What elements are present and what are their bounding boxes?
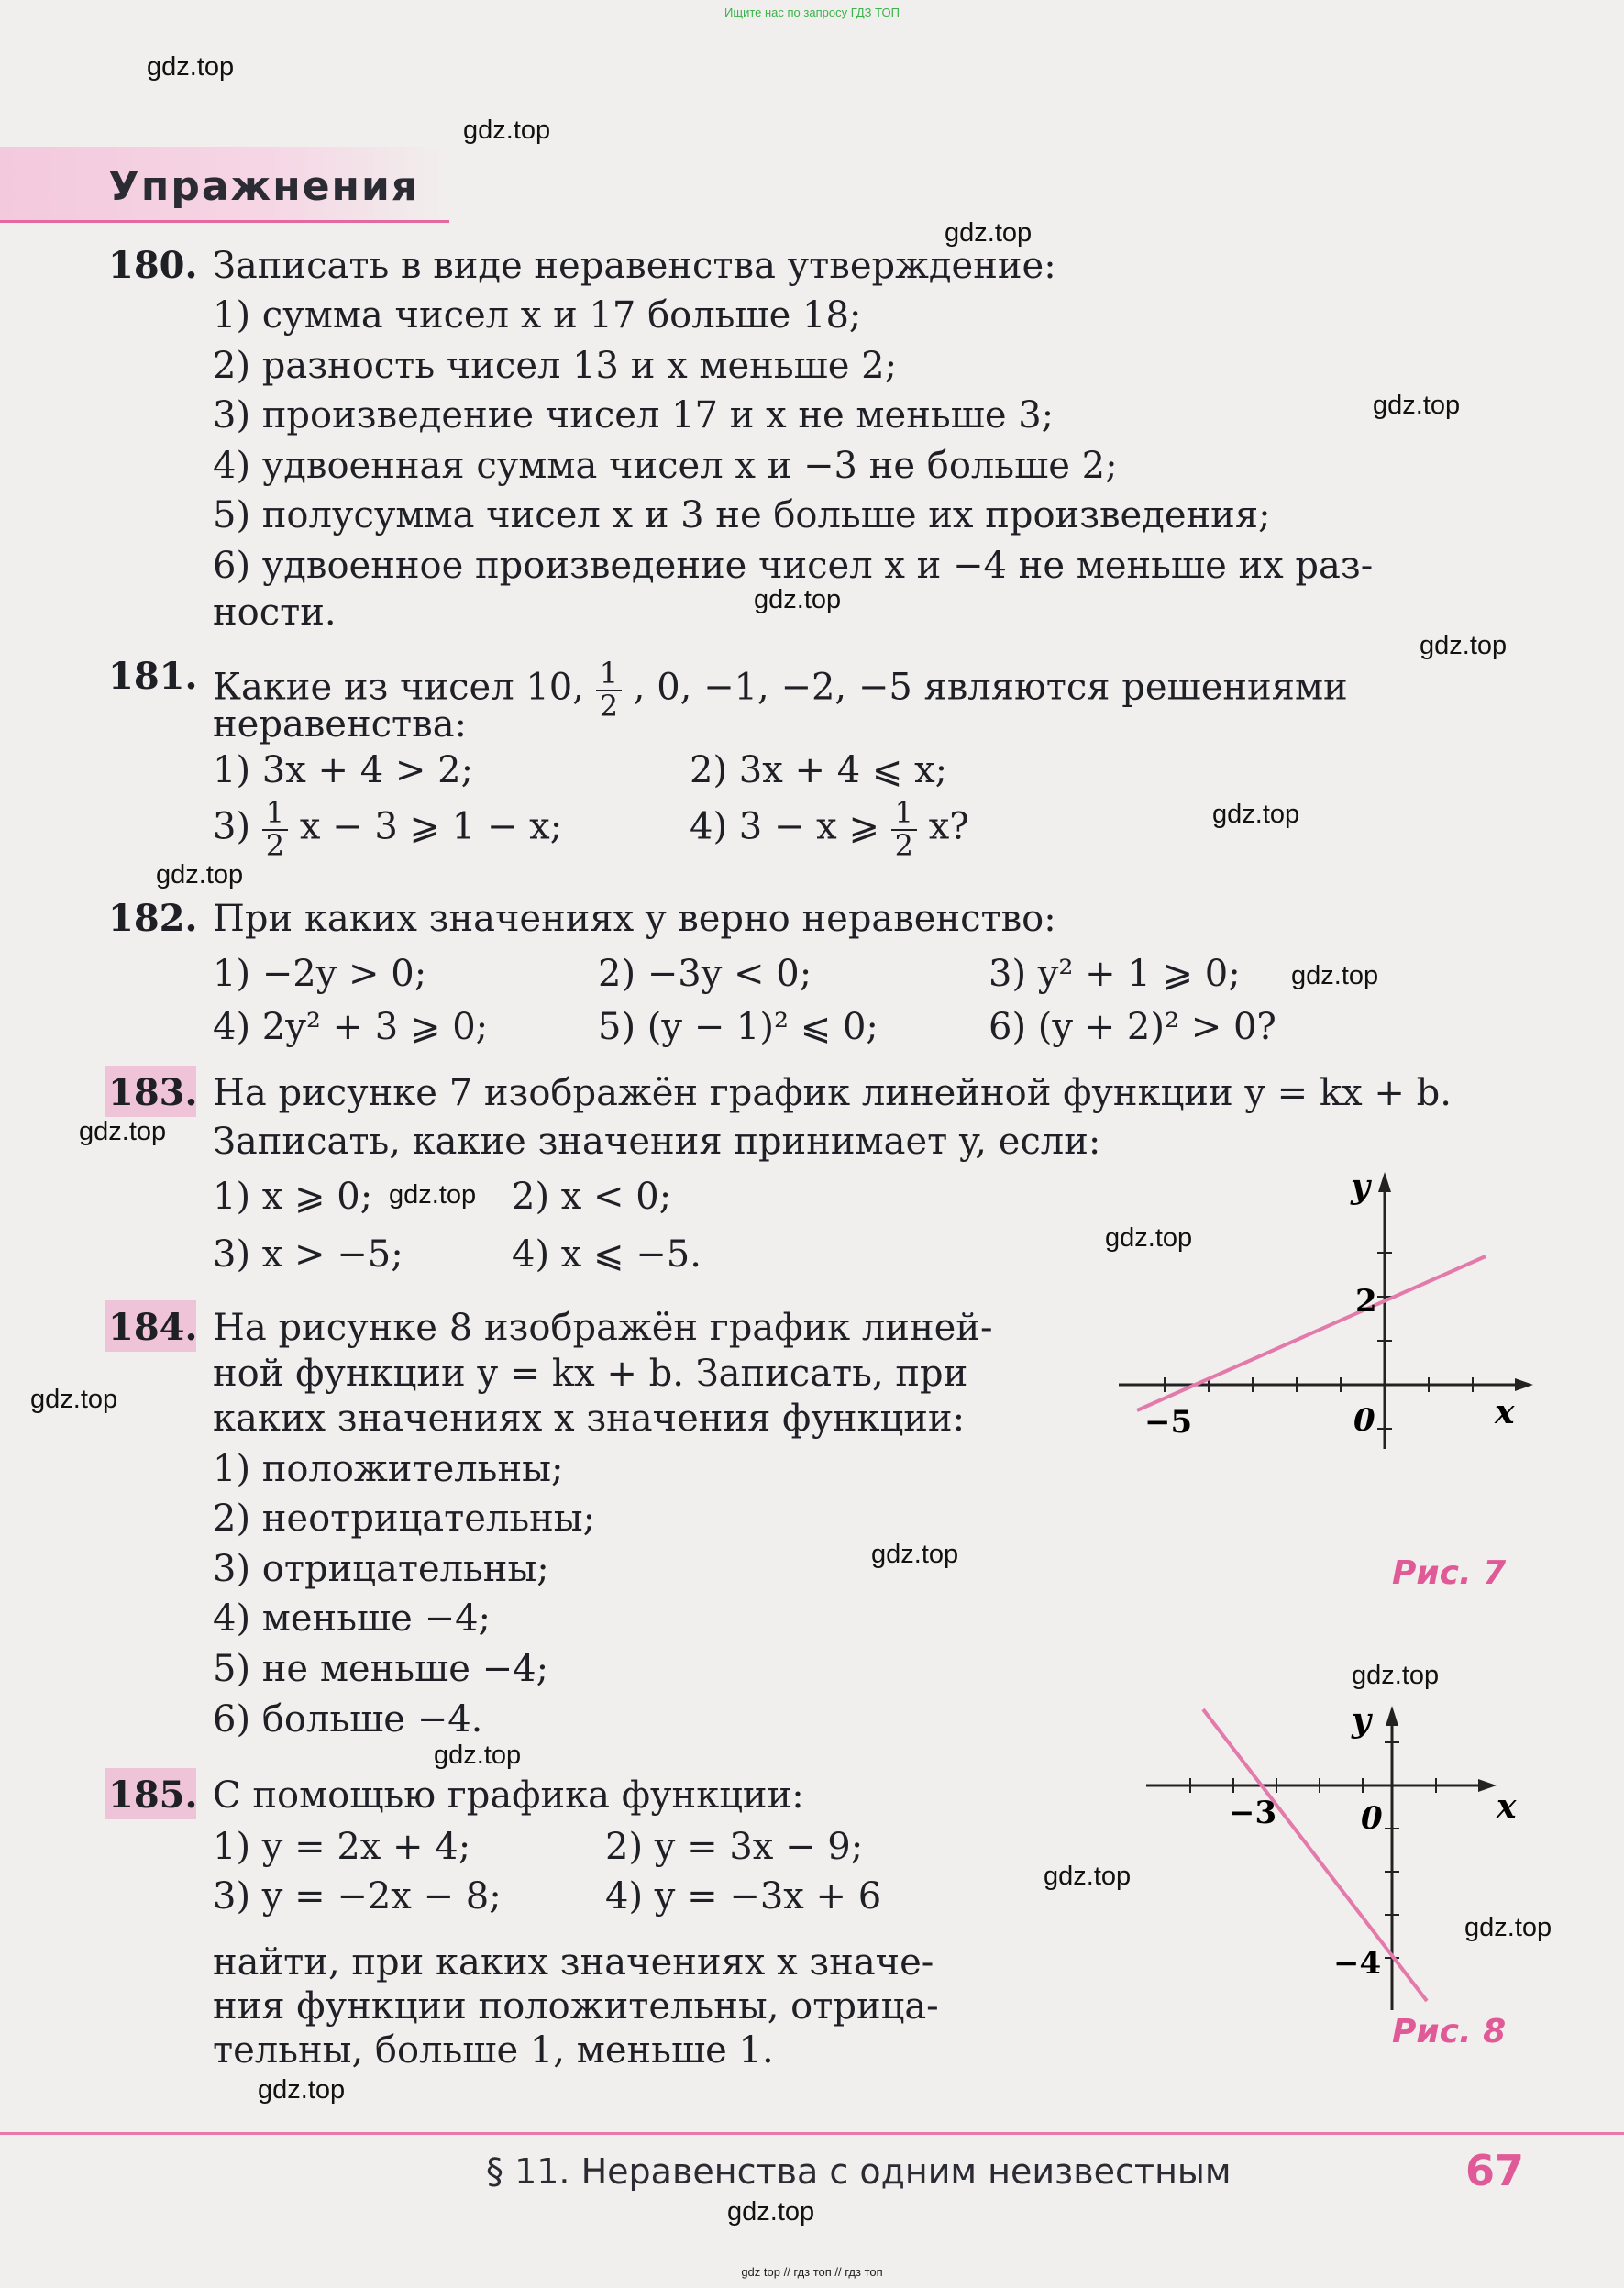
exercise-number: 181.	[108, 655, 198, 698]
list-item: 1) 3x + 4 > 2;	[213, 749, 474, 791]
fraction: $\frac{1}{2}$	[596, 658, 622, 722]
origin-label: 0	[1361, 1800, 1383, 1837]
watermark: gdz.top	[1044, 1862, 1132, 1891]
exercise-text: каких значениях x значения функции:	[213, 1398, 966, 1440]
list-item: 3) отрицательны;	[213, 1548, 549, 1590]
list-item: ности.	[213, 591, 337, 634]
y-axis-arrow	[1378, 1172, 1391, 1192]
list-item: 1) сумма чисел x и 17 больше 18;	[213, 294, 862, 337]
fraction: $\frac{1}{2}$	[891, 798, 917, 861]
tick-label-y: 2	[1355, 1283, 1377, 1320]
origin-label: 0	[1353, 1402, 1375, 1439]
list-item: 1) положительны;	[213, 1448, 564, 1490]
function-line	[1137, 1256, 1486, 1410]
list-item: 5) (y − 1)² ⩽ 0;	[598, 1006, 878, 1048]
top-note: Ищите нас по запросу ГДЗ ТОП	[724, 6, 900, 19]
watermark: gdz.top	[1291, 961, 1379, 990]
list-item: 3) y = −2x − 8;	[213, 1875, 502, 1918]
watermark: gdz.top	[463, 116, 551, 145]
exercise-text: тельны, больше 1, меньше 1.	[213, 2029, 774, 2072]
list-item: 6) удвоенное произведение чисел x и −4 не меньше их раз-	[213, 545, 1374, 587]
tick-label-x: −5	[1144, 1404, 1193, 1441]
list-item: 2) x < 0;	[512, 1176, 672, 1218]
y-axis-label: y	[1351, 1167, 1370, 1206]
exercise-number: 185.	[108, 1774, 198, 1817]
list-item: 4) меньше −4;	[213, 1597, 492, 1640]
figure-7-graph	[1091, 1165, 1550, 1458]
watermark: gdz.top	[30, 1385, 118, 1414]
list-item: 1) x ⩾ 0;	[213, 1176, 373, 1218]
watermark: gdz.top	[1420, 631, 1508, 660]
list-item: 3) y² + 1 ⩾ 0;	[989, 953, 1241, 995]
list-item: 4) x ⩽ −5.	[512, 1233, 702, 1276]
figure-8-graph	[1091, 1689, 1531, 2019]
list-item: 3) произведение чисел 17 и x не меньше 3;	[213, 394, 1055, 437]
list-item: 5) полусумма чисел x и 3 не больше их произведения;	[213, 494, 1271, 536]
list-item: 4) 3 − x ⩾ $\frac{1}{2}$ x?	[690, 795, 969, 863]
list-item: 2) −3y < 0;	[598, 953, 812, 995]
figure-7-caption: Рис. 7	[1392, 1554, 1507, 1592]
list-item: 1) −2y > 0;	[213, 953, 427, 995]
x-axis-label: x	[1495, 1393, 1515, 1431]
exercise-text: С помощью графика функции:	[213, 1774, 804, 1817]
tick-label-x: −3	[1229, 1795, 1277, 1831]
exercise-text: ной функции y = kx + b. Записать, при	[213, 1353, 968, 1395]
list-item: 6) больше −4.	[213, 1698, 483, 1741]
y-axis-arrow	[1386, 1706, 1398, 1726]
exercise-text: На рисунке 8 изображён график линей-	[213, 1307, 993, 1349]
exercise-text: неравенства:	[213, 703, 468, 746]
watermark: gdz.top	[727, 2197, 815, 2227]
footer-rule	[0, 2132, 1624, 2135]
exercise-text: На рисунке 7 изображён график линейной функции y = kx + b.	[213, 1072, 1452, 1114]
list-item: 3) $\frac{1}{2}$ x − 3 ⩾ 1 − x;	[213, 795, 563, 863]
section-title: Упражнения	[108, 163, 420, 210]
list-item: 3) x > −5;	[213, 1233, 403, 1276]
watermark: gdz.top	[389, 1180, 477, 1210]
x-axis-arrow	[1515, 1378, 1533, 1391]
watermark: gdz.top	[871, 1540, 959, 1569]
watermark: gdz.top	[1464, 1913, 1552, 1942]
list-item: 2) разность чисел 13 и x меньше 2;	[213, 345, 898, 387]
exercise-number: 182.	[108, 897, 198, 940]
list-item: 2) неотрицательны;	[213, 1498, 596, 1540]
exercise-number: 184.	[108, 1306, 198, 1349]
list-item: 2) y = 3x − 9;	[605, 1826, 864, 1868]
tick-label-y: −4	[1333, 1945, 1382, 1982]
watermark: gdz.top	[434, 1741, 522, 1770]
exercise-text: ния функции положительны, отрица-	[213, 1985, 939, 2028]
exercise-number: 183.	[108, 1071, 198, 1114]
list-item: 4) y = −3x + 6	[605, 1875, 882, 1918]
watermark: gdz.top	[1373, 391, 1461, 420]
exercise-number: 180.	[108, 244, 198, 287]
watermark: gdz.top	[156, 860, 244, 890]
list-item: 4) удвоенная сумма чисел x и −3 не больше 2;	[213, 445, 1118, 487]
exercise-text: При каких значениях y верно неравенство:	[213, 898, 1056, 940]
watermark: gdz.top	[1352, 1661, 1440, 1690]
y-axis-label: y	[1352, 1701, 1371, 1740]
watermark: gdz.top	[1105, 1223, 1193, 1253]
watermark: gdz.top	[79, 1117, 167, 1146]
watermark: gdz.top	[945, 218, 1033, 248]
figure-8-caption: Рис. 8	[1392, 2013, 1507, 2050]
watermark: gdz.top	[754, 585, 842, 614]
bottom-note: gdz top // гдз топ // гдз топ	[741, 2265, 883, 2279]
exercise-text: Записать, какие значения принимает y, если:	[213, 1121, 1101, 1163]
list-item: 4) 2y² + 3 ⩾ 0;	[213, 1006, 489, 1048]
list-item: 5) не меньше −4;	[213, 1648, 549, 1690]
x-axis-label: x	[1497, 1787, 1517, 1826]
fraction: $\frac{1}{2}$	[262, 798, 288, 861]
watermark: gdz.top	[1212, 800, 1300, 829]
exercise-text: Записать в виде неравенства утверждение:	[213, 245, 1056, 287]
exercise-text: найти, при каких значениях x значе-	[213, 1941, 934, 1984]
list-item: 1) y = 2x + 4;	[213, 1826, 471, 1868]
list-item: 6) (y + 2)² > 0?	[989, 1006, 1276, 1048]
x-axis-arrow	[1478, 1779, 1497, 1792]
footer-section-title: § 11. Неравенства с одним неизвестным	[486, 2151, 1232, 2192]
list-item: 2) 3x + 4 ⩽ x;	[690, 749, 948, 791]
exercise-text: Какие из чисел 10, $\frac{1}{2}$ , 0, −1, −2, −5 являются решениями	[213, 656, 1348, 724]
watermark: gdz.top	[258, 2075, 346, 2105]
page-number: 67	[1465, 2146, 1525, 2195]
watermark: gdz.top	[147, 52, 235, 82]
